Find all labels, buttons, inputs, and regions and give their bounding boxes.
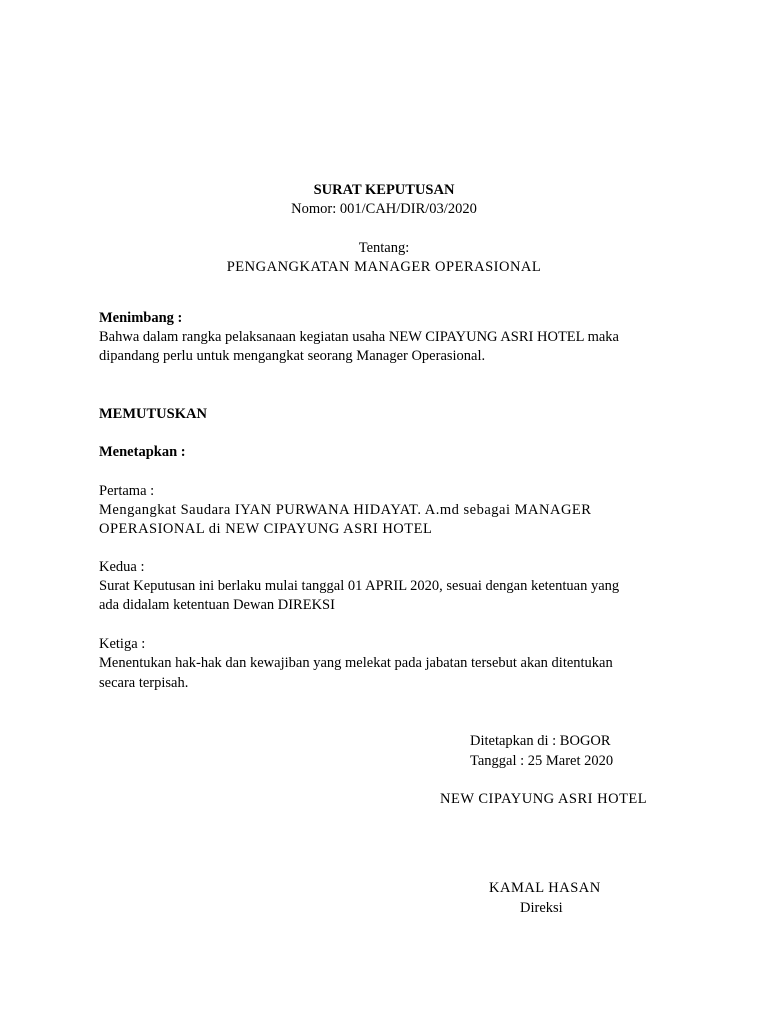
signature-date: Tanggal : 25 Maret 2020 bbox=[470, 753, 614, 769]
clause-third-line-1: Menentukan hak-hak dan kewajiban yang melekat pada jabatan tersebut akan ditentukan bbox=[99, 655, 613, 671]
considering-line-2: dipandang perlu untuk mengangkat seorang Manager Operasional. bbox=[99, 348, 486, 364]
about-subject: PENGANGKATAN MANAGER OPERASIONAL bbox=[226, 259, 542, 275]
document-title: SURAT KEPUTUSAN bbox=[313, 182, 455, 198]
clause-first-line-2: OPERASIONAL di NEW CIPAYUNG ASRI HOTEL bbox=[99, 521, 433, 537]
document-number: Nomor: 001/CAH/DIR/03/2020 bbox=[291, 201, 477, 217]
signer-name: KAMAL HASAN bbox=[489, 880, 601, 896]
signature-place: Ditetapkan di : BOGOR bbox=[470, 733, 611, 749]
considering-line-1: Bahwa dalam rangka pelaksanaan kegiatan usaha NEW CIPAYUNG ASRI HOTEL maka bbox=[99, 329, 619, 345]
clause-second-label: Kedua : bbox=[99, 559, 145, 575]
signature-organization: NEW CIPAYUNG ASRI HOTEL bbox=[440, 791, 648, 807]
considering-heading: Menimbang : bbox=[99, 310, 183, 326]
clause-second-line-1: Surat Keputusan ini berlaku mulai tanggal 01 APRIL 2020, sesuai dengan ketentuan yang bbox=[99, 578, 620, 594]
about-label: Tentang: bbox=[358, 240, 410, 256]
decision-heading: MEMUTUSKAN bbox=[99, 406, 207, 422]
clause-first-line-1: Mengangkat Saudara IYAN PURWANA HIDAYAT. A.md sebagai MANAGER bbox=[99, 502, 592, 518]
signer-title: Direksi bbox=[520, 900, 563, 916]
clause-third-label: Ketiga : bbox=[99, 636, 146, 652]
establish-heading: Menetapkan : bbox=[99, 444, 186, 460]
clause-third-line-2: secara terpisah. bbox=[99, 675, 189, 691]
clause-second-line-2: ada didalam ketentuan Dewan DIREKSI bbox=[99, 597, 335, 613]
clause-first-label: Pertama : bbox=[99, 483, 155, 499]
